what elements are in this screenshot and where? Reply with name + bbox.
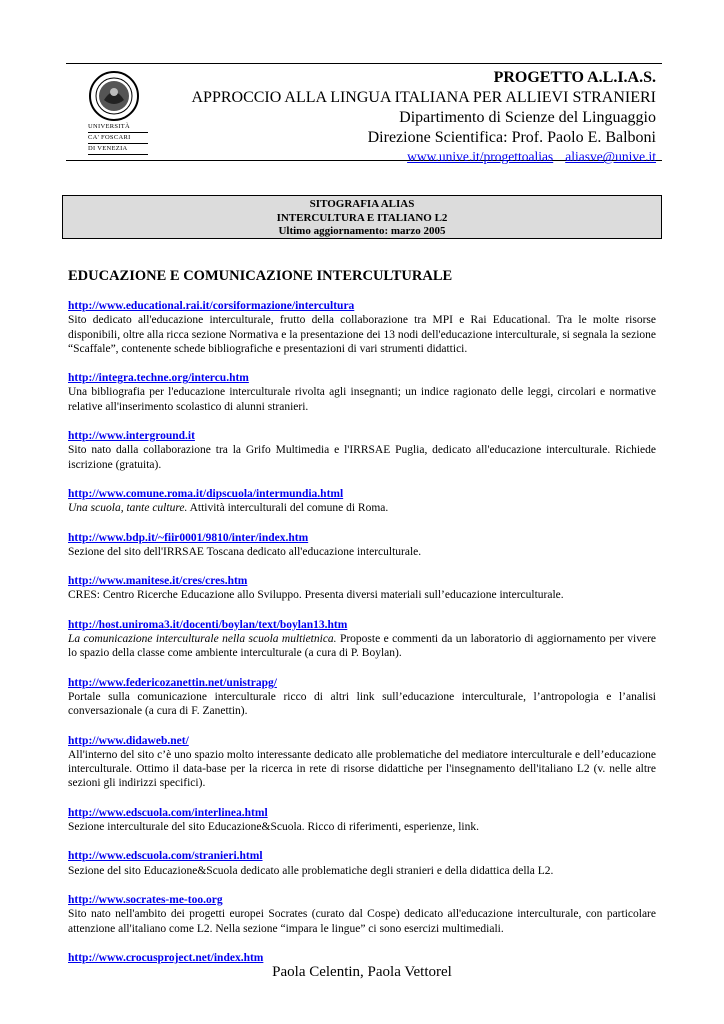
- entry-list: [68, 299, 656, 980]
- list-item: [68, 849, 656, 878]
- entry-link[interactable]: http://www.interground.it: [68, 430, 195, 443]
- entry-link[interactable]: http://host.uniroma3.it/docenti/boylan/text/boylan13.htm: [68, 618, 348, 631]
- header-text: [192, 68, 657, 166]
- entry-link[interactable]: http://www.crocusproject.net/index.htm: [68, 951, 264, 964]
- list-item: [68, 531, 656, 560]
- university-line: DI VENEZIA: [88, 144, 148, 155]
- list-item: [68, 429, 656, 472]
- entry-link[interactable]: http://www.edscuola.com/stranieri.html: [68, 850, 263, 863]
- list-item: [68, 487, 656, 516]
- list-item: [68, 299, 656, 356]
- entry-description: CRES: Centro Ricerche Educazione allo Sviluppo. Presenta diversi materiali sull’educazione interculturale.: [68, 589, 564, 602]
- university-seal-icon: [88, 70, 140, 122]
- entry-description-text: Attività interculturali del comune di Roma.: [187, 502, 389, 515]
- entry-link[interactable]: http://www.edscuola.com/interlinea.html: [68, 806, 268, 819]
- list-item: [68, 676, 656, 719]
- page-header: [66, 63, 662, 164]
- entry-link[interactable]: http://www.manitese.it/cres/cres.htm: [68, 575, 248, 588]
- list-item: [68, 893, 656, 936]
- box-updated: Ultimo aggiornamento: marzo 2005: [278, 225, 446, 237]
- entry-link[interactable]: http://www.didaweb.net/: [68, 734, 189, 747]
- entry-description: Portale sulla comunicazione interculturale ricco di altri link sull’educazione interculturale, l’antropologia e l’analisi conversazionale (a cura di F. Zanettin).: [68, 690, 656, 718]
- page-footer: Paola Celentin, Paola Vettorel: [272, 964, 452, 980]
- entry-description: Sito nato nell'ambito dei progetti europei Socrates (curato dal Cospe) dedicato all'educazione interculturale, con particolare attenzione all'italiano come L2. Nella sezione “impara le lingue” ci sono esercizi multimediali.: [68, 908, 656, 935]
- university-line: CA' FOSCARI: [88, 133, 148, 144]
- list-item: [68, 371, 656, 414]
- list-item: [68, 618, 656, 661]
- entry-description: Sezione del sito Educazione&Scuola dedicato alle problematiche degli stranieri e della didattica della L2.: [68, 864, 554, 877]
- box-subtitle: INTERCULTURA E ITALIANO L2: [276, 211, 448, 224]
- entry-link[interactable]: http://www.educational.rai.it/corsiformazione/intercultura: [68, 300, 355, 312]
- list-item: [68, 734, 656, 791]
- entry-link[interactable]: http://integra.techne.org/intercu.htm: [68, 372, 249, 385]
- entry-description: Sezione interculturale del sito Educazione&Scuola. Ricco di riferimenti, esperienze, link.: [68, 821, 479, 834]
- entry-description: Sito dedicato all'educazione interculturale, frutto della collaborazione tra MPI e Rai Educational. Tra le molte risorse disponibili, oltre alla ricca sezione Normativa e la presentazione dei 13 nodi dell'educazione interculturale, si segnala la sezione “Scaffale”, contenente schede bibliografiche e presentazioni di vari strumenti didattici.: [68, 314, 656, 355]
- entry-link[interactable]: http://www.comune.roma.it/dipscuola/intermundia.html: [68, 487, 344, 500]
- entry-description: All'interno del sito c’è uno spazio molto interessante dedicato alle problematiche del mediatore interculturale e dell’educazione interculturale. Ottimo il data-base per la ricerca in rete di risorse didattiche per l'insegnamento dell'italiano L2 (v. nelle altre sezioni gli indirizzi specifici).: [68, 748, 656, 790]
- sitography-box: [62, 195, 662, 239]
- section-title: EDUCAZIONE E COMUNICAZIONE INTERCULTURALE: [68, 268, 453, 284]
- box-title: SITOGRAFIA ALIAS: [309, 198, 415, 210]
- project-title: PROGETTO A.L.I.A.S.: [493, 69, 656, 86]
- list-item: [68, 951, 656, 965]
- entry-italic-title: La comunicazione interculturale nella scuola multietnica.: [68, 633, 337, 646]
- entry-description: Sito nato dalla collaborazione tra la Grifo Multimedia e l'IRRSAE Puglia, dedicato all'educazione interculturale. Richiede iscrizione (gratuita).: [68, 444, 656, 471]
- entry-description: [68, 501, 656, 515]
- project-subtitle: APPROCCIO ALLA LINGUA ITALIANA PER ALLIEVI STRANIERI: [191, 89, 656, 106]
- entry-italic-title: Una scuola, tante culture.: [68, 502, 188, 515]
- list-item: [68, 806, 656, 835]
- entry-description: [68, 632, 656, 661]
- direction: Direzione Scientifica: Prof. Paolo E. Balboni: [367, 129, 656, 146]
- entry-link[interactable]: http://www.federicozanettin.net/unistrapg/: [68, 676, 277, 689]
- list-item: [68, 574, 656, 603]
- entry-description: Sezione del sito dell'IRRSAE Toscana dedicato all'educazione interculturale.: [68, 545, 422, 558]
- header-links: [192, 148, 657, 166]
- entry-description: Una bibliografia per l'educazione interculturale rivolta agli insegnanti; un indice ragionato delle leggi, circolari e normative relative all'inserimento scolastico di alunni stranieri.: [68, 386, 656, 413]
- department: Dipartimento di Scienze del Linguaggio: [399, 109, 656, 126]
- university-name: [88, 122, 148, 155]
- email-link[interactable]: aliasve@unive.it: [565, 149, 656, 164]
- university-line: UNIVERSITÀ: [88, 122, 148, 133]
- site-link[interactable]: www.unive.it/progettoalias: [407, 149, 554, 164]
- entry-link[interactable]: http://www.socrates-me-too.org: [68, 893, 223, 906]
- entry-link[interactable]: http://www.bdp.it/~fiir0001/9810/inter/index.htm: [68, 531, 309, 544]
- entry-description-text: Proposte e commenti da un laboratorio di aggiornamento per vivere lo spazio della classe come ambiente interculturale (a cura di P. Boylan).: [68, 633, 657, 660]
